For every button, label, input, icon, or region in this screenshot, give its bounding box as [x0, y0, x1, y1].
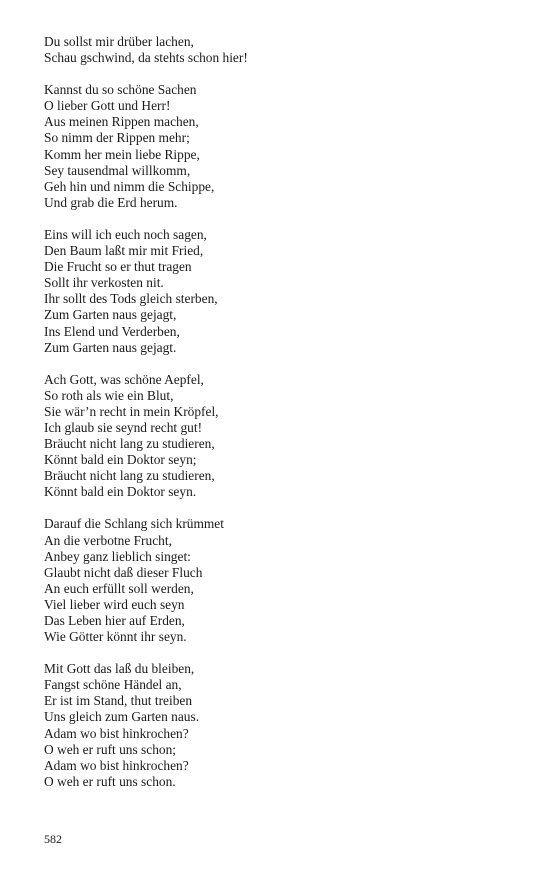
stanza [44, 34, 524, 66]
stanza [44, 372, 524, 501]
verse-line: Kannst du so schöne Sachen [44, 82, 197, 98]
stanza [44, 227, 524, 356]
verse-line: Du sollst mir drüber lachen, [44, 34, 194, 49]
verse-line: Den Baum laßt mir mit Fried, [44, 243, 204, 259]
verse-line: Ihr sollt des Tods gleich sterben, [44, 291, 218, 307]
verse-line: An die verbotne Frucht, [44, 532, 172, 548]
poem-text [44, 34, 524, 806]
verse-line: Glaubt nicht daß dieser Fluch [44, 564, 203, 580]
verse-line: Das Leben hier auf Erden, [44, 613, 185, 628]
verse-line: Bräucht nicht lang zu studieren, [44, 468, 215, 484]
stanza [44, 82, 524, 211]
verse-line: Geh hin und nimm die Schippe, [44, 178, 215, 194]
verse-line: O lieber Gott und Herr! [44, 98, 171, 114]
verse-line: Könnt bald ein Doktor seyn; [44, 452, 197, 468]
verse-line: Komm her mein liebe Rippe, [44, 146, 200, 162]
verse-line: Er ist im Stand, thut treiben [44, 693, 193, 709]
page-number: 582 [44, 832, 62, 846]
verse-line: Sollt ihr verkosten nit. [44, 275, 164, 291]
verse-line: Zum Garten naus gejagt, [44, 307, 177, 323]
verse-line: Sey tausendmal willkomm, [44, 162, 191, 178]
verse-line: Zum Garten naus gejagt. [44, 339, 177, 355]
verse-line: Die Frucht so er thut tragen [44, 259, 192, 275]
verse-line: Viel lieber wird euch seyn [44, 596, 185, 612]
verse-line: Adam wo bist hinkrochen? [44, 757, 189, 773]
verse-line: So nimm der Rippen mehr; [44, 130, 190, 146]
verse-line: Anbey ganz lieblich singet: [44, 548, 191, 564]
verse-line: Mit Gott das laß du bleiben, [44, 661, 195, 677]
verse-line: Schau gschwind, da stehts schon hier! [44, 50, 248, 66]
stanza [44, 661, 524, 790]
verse-line: O weh er ruft uns schon. [44, 773, 176, 789]
verse-line: Ach Gott, was schöne Aepfel, [44, 371, 204, 387]
stanza [44, 516, 524, 645]
verse-line: O weh er ruft uns schon; [44, 741, 177, 757]
verse-line: Uns gleich zum Garten naus. [44, 709, 200, 725]
verse-line: Wie Götter könnt ihr seyn. [44, 629, 187, 645]
verse-line: Darauf die Schlang sich krümmet [44, 516, 224, 532]
verse-line: So roth als wie ein Blut, [44, 387, 174, 403]
verse-line: Ich glaub sie seynd recht gut! [44, 419, 203, 435]
verse-line: Bräucht nicht lang zu studieren, [44, 436, 215, 452]
verse-line: Adam wo bist hinkrochen? [44, 725, 189, 741]
verse-line: Fangst schöne Händel an, [44, 677, 182, 693]
verse-line: Eins will ich euch noch sagen, [44, 226, 207, 242]
verse-line: Sie wär’n recht in mein Kröpfel, [44, 403, 219, 419]
verse-line: Ins Elend und Verderben, [44, 323, 180, 339]
verse-line: Aus meinen Rippen machen, [44, 114, 199, 130]
verse-line: An euch erfüllt soll werden, [44, 580, 194, 596]
verse-line: Und grab die Erd herum. [44, 194, 178, 210]
verse-line: Könnt bald ein Doktor seyn. [44, 484, 197, 500]
